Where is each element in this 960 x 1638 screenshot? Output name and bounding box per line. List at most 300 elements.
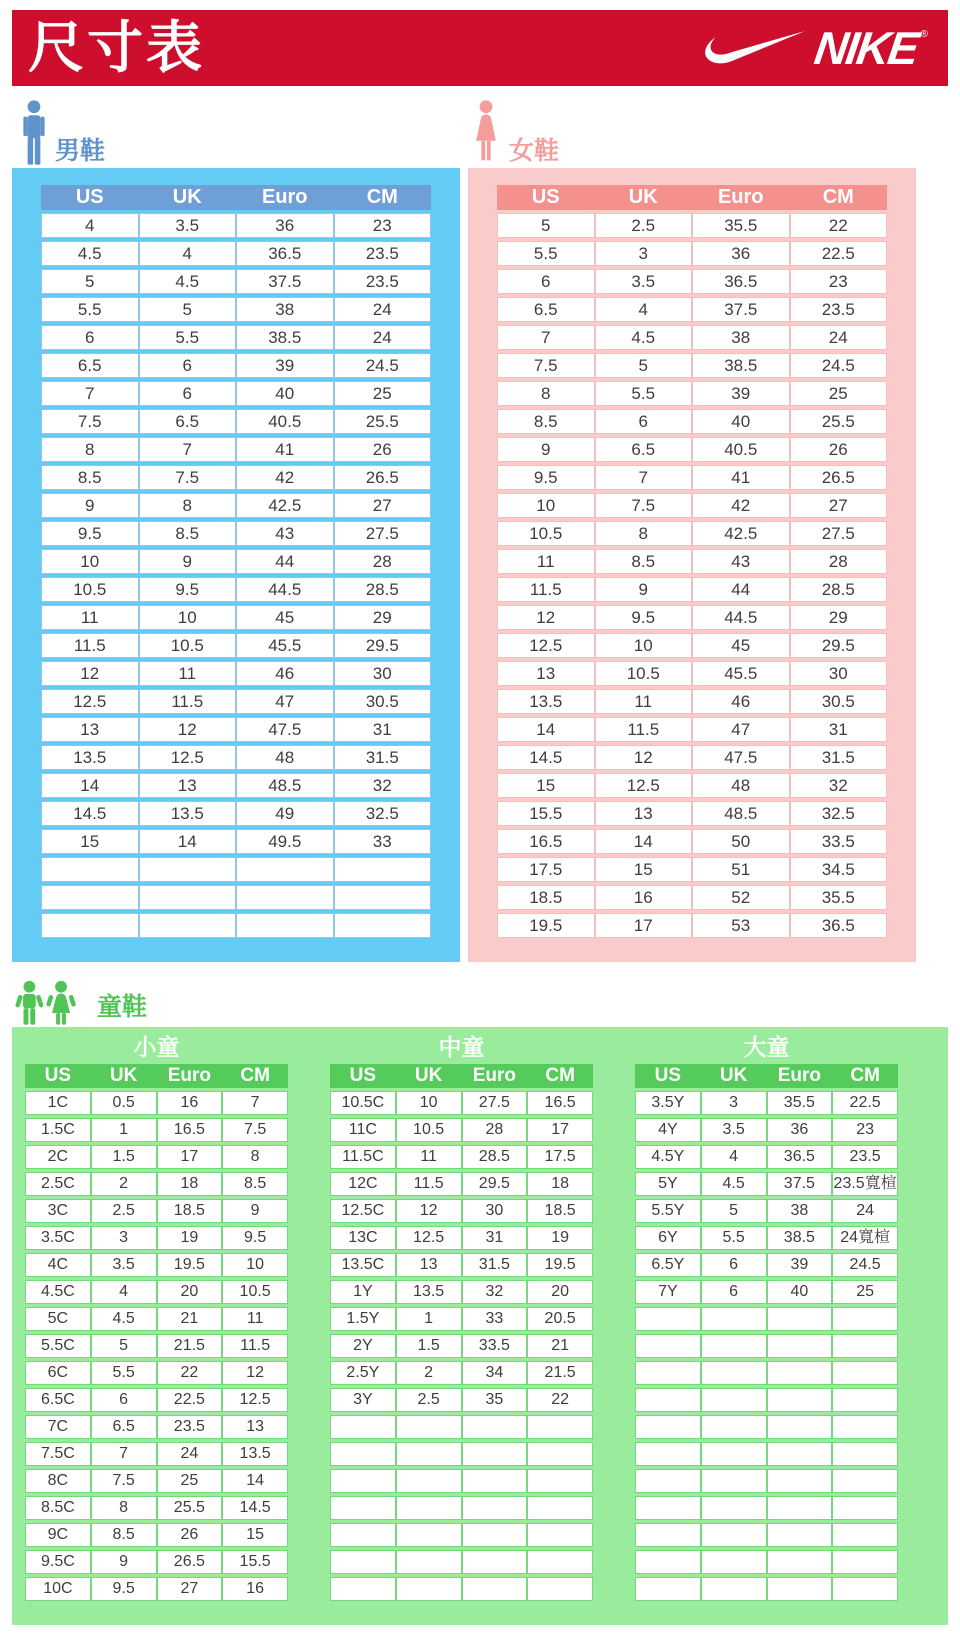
size-cell: 17 bbox=[157, 1145, 223, 1169]
size-cell: 33 bbox=[334, 829, 432, 854]
kids-medium-column bbox=[330, 1033, 593, 1604]
size-cell: 20 bbox=[527, 1280, 593, 1304]
size-cell: 8.5 bbox=[41, 465, 139, 490]
size-cell bbox=[236, 913, 334, 938]
size-cell: 38 bbox=[236, 297, 334, 322]
kids-medium-title: 中童 bbox=[438, 1034, 485, 1060]
size-cell: 5.5 bbox=[701, 1226, 767, 1250]
size-cell: 38.5 bbox=[236, 325, 334, 350]
size-cell bbox=[701, 1307, 767, 1331]
table-row bbox=[25, 1091, 288, 1115]
table-row bbox=[330, 1415, 593, 1439]
size-cell: 46 bbox=[692, 689, 790, 714]
size-cell: 24 bbox=[790, 325, 888, 350]
size-cell: 11.5 bbox=[595, 717, 693, 742]
size-cell: 14 bbox=[139, 829, 237, 854]
table-row bbox=[41, 913, 431, 938]
size-cell: 17 bbox=[527, 1118, 593, 1142]
size-cell: 41 bbox=[236, 437, 334, 462]
size-cell: 2 bbox=[396, 1361, 462, 1385]
size-cell: 28.5 bbox=[790, 577, 888, 602]
size-cell: 32 bbox=[334, 773, 432, 798]
size-cell bbox=[462, 1415, 528, 1439]
size-cell: 40 bbox=[692, 409, 790, 434]
table-row bbox=[497, 717, 887, 742]
size-cell: 5.5 bbox=[139, 325, 237, 350]
size-cell: 14.5 bbox=[497, 745, 595, 770]
size-cell: 22 bbox=[527, 1388, 593, 1412]
size-cell bbox=[330, 1523, 396, 1547]
size-cell: 28 bbox=[334, 549, 432, 574]
table-row bbox=[25, 1118, 288, 1142]
table-row bbox=[635, 1199, 898, 1223]
table-row bbox=[41, 549, 431, 574]
size-cell: 8.5C bbox=[25, 1496, 91, 1520]
size-cell: 6 bbox=[41, 325, 139, 350]
size-cell: 29.5 bbox=[790, 633, 888, 658]
size-cell: 26.5 bbox=[334, 465, 432, 490]
size-cell: 33.5 bbox=[462, 1334, 528, 1358]
size-cell: 17.5 bbox=[527, 1145, 593, 1169]
page-title: 尺寸表 bbox=[28, 16, 205, 79]
size-cell bbox=[767, 1361, 833, 1385]
size-cell bbox=[701, 1496, 767, 1520]
size-cell: 27.5 bbox=[790, 521, 888, 546]
size-cell: 11C bbox=[330, 1118, 396, 1142]
size-cell: 9.5 bbox=[222, 1226, 288, 1250]
size-cell: 37.5 bbox=[767, 1172, 833, 1196]
size-cell: 7.5 bbox=[41, 409, 139, 434]
column-header: CM bbox=[334, 185, 432, 210]
size-cell: 3C bbox=[25, 1199, 91, 1223]
size-cell: 30.5 bbox=[790, 689, 888, 714]
kids-big-title: 大童 bbox=[743, 1034, 790, 1060]
size-cell: 10.5 bbox=[139, 633, 237, 658]
size-cell: 5 bbox=[41, 269, 139, 294]
table-row bbox=[497, 297, 887, 322]
size-cell: 9 bbox=[41, 493, 139, 518]
size-cell: 21 bbox=[527, 1334, 593, 1358]
table-row bbox=[330, 1577, 593, 1601]
table-row bbox=[25, 1172, 288, 1196]
size-cell: 40.5 bbox=[692, 437, 790, 462]
size-cell: 19 bbox=[157, 1226, 223, 1250]
size-cell: 28.5 bbox=[462, 1145, 528, 1169]
size-cell: 13 bbox=[396, 1253, 462, 1277]
table-row bbox=[330, 1334, 593, 1358]
size-cell: 12 bbox=[222, 1361, 288, 1385]
table-row bbox=[330, 1469, 593, 1493]
size-cell: 23.5 bbox=[790, 297, 888, 322]
size-cell: 5Y bbox=[635, 1172, 701, 1196]
size-cell: 15.5 bbox=[222, 1550, 288, 1574]
size-cell: 0.5 bbox=[91, 1091, 157, 1115]
size-cell bbox=[330, 1550, 396, 1574]
size-cell bbox=[635, 1307, 701, 1331]
size-cell: 35.5 bbox=[790, 885, 888, 910]
size-cell: 22 bbox=[157, 1361, 223, 1385]
size-cell: 26.5 bbox=[157, 1550, 223, 1574]
size-cell bbox=[139, 857, 237, 882]
women-section-label bbox=[470, 98, 559, 168]
table-row bbox=[497, 801, 887, 826]
size-cell: 19.5 bbox=[157, 1253, 223, 1277]
size-cell bbox=[396, 1415, 462, 1439]
size-cell bbox=[832, 1496, 898, 1520]
size-cell: 2.5C bbox=[25, 1172, 91, 1196]
size-cell: 3 bbox=[701, 1091, 767, 1115]
size-cell: 13.5 bbox=[139, 801, 237, 826]
size-cell: 3 bbox=[91, 1226, 157, 1250]
table-row bbox=[25, 1469, 288, 1493]
size-cell: 20 bbox=[157, 1280, 223, 1304]
table-row bbox=[497, 409, 887, 434]
size-cell bbox=[701, 1577, 767, 1601]
size-cell: 12.5 bbox=[396, 1226, 462, 1250]
table-row bbox=[497, 829, 887, 854]
table-row bbox=[330, 1280, 593, 1304]
size-cell: 8 bbox=[595, 521, 693, 546]
size-cell: 16 bbox=[157, 1091, 223, 1115]
size-cell: 31 bbox=[462, 1226, 528, 1250]
size-cell: 3 bbox=[595, 241, 693, 266]
size-cell: 32 bbox=[462, 1280, 528, 1304]
size-cell bbox=[396, 1550, 462, 1574]
table-row bbox=[635, 1442, 898, 1466]
size-cell: 47 bbox=[692, 717, 790, 742]
table-row bbox=[41, 493, 431, 518]
size-cell: 5 bbox=[595, 353, 693, 378]
size-cell: 13 bbox=[497, 661, 595, 686]
table-row bbox=[497, 885, 887, 910]
size-cell bbox=[832, 1334, 898, 1358]
size-cell: 25 bbox=[832, 1280, 898, 1304]
size-cell: 1Y bbox=[330, 1280, 396, 1304]
table-row bbox=[330, 1226, 593, 1250]
size-cell: 9.5 bbox=[139, 577, 237, 602]
size-cell: 6 bbox=[139, 381, 237, 406]
size-cell bbox=[701, 1523, 767, 1547]
size-cell: 1 bbox=[91, 1118, 157, 1142]
size-cell: 28.5 bbox=[334, 577, 432, 602]
size-cell: 42 bbox=[236, 465, 334, 490]
size-cell bbox=[462, 1550, 528, 1574]
header-row bbox=[497, 185, 887, 210]
size-cell: 10.5 bbox=[595, 661, 693, 686]
size-cell: 12 bbox=[41, 661, 139, 686]
table-row bbox=[497, 493, 887, 518]
table-row bbox=[497, 269, 887, 294]
size-cell: 14.5 bbox=[41, 801, 139, 826]
size-cell: 6Y bbox=[635, 1226, 701, 1250]
table-row bbox=[330, 1091, 593, 1115]
size-cell bbox=[832, 1388, 898, 1412]
size-cell: 10.5 bbox=[497, 521, 595, 546]
table-row bbox=[635, 1469, 898, 1493]
size-cell: 18.5 bbox=[527, 1199, 593, 1223]
size-cell: 25.5 bbox=[157, 1496, 223, 1520]
size-cell: 42.5 bbox=[692, 521, 790, 546]
header-row bbox=[41, 185, 431, 210]
kids-small-column bbox=[25, 1033, 288, 1604]
table-row bbox=[25, 1577, 288, 1601]
size-cell bbox=[41, 913, 139, 938]
header-banner bbox=[12, 10, 948, 86]
table-row bbox=[635, 1415, 898, 1439]
size-cell: 13.5C bbox=[330, 1253, 396, 1277]
size-cell: 22.5 bbox=[157, 1388, 223, 1412]
size-cell: 10 bbox=[222, 1253, 288, 1277]
size-cell: 35 bbox=[462, 1388, 528, 1412]
size-cell: 4.5 bbox=[139, 269, 237, 294]
kids-size-panel bbox=[12, 1027, 948, 1625]
size-cell: 21.5 bbox=[527, 1361, 593, 1385]
size-cell: 15.5 bbox=[497, 801, 595, 826]
table-row bbox=[497, 605, 887, 630]
size-cell: 6.5 bbox=[139, 409, 237, 434]
size-cell: 4 bbox=[91, 1280, 157, 1304]
size-cell: 9.5 bbox=[41, 521, 139, 546]
size-cell bbox=[635, 1415, 701, 1439]
size-cell bbox=[832, 1415, 898, 1439]
size-cell: 31.5 bbox=[462, 1253, 528, 1277]
size-cell: 11.5 bbox=[41, 633, 139, 658]
table-row bbox=[635, 1577, 898, 1601]
table-row bbox=[25, 1523, 288, 1547]
table-row bbox=[41, 633, 431, 658]
size-cell bbox=[767, 1334, 833, 1358]
table-row bbox=[41, 689, 431, 714]
size-cell bbox=[334, 913, 432, 938]
size-cell: 6.5 bbox=[497, 297, 595, 322]
size-cell: 6.5Y bbox=[635, 1253, 701, 1277]
size-cell: 8.5 bbox=[595, 549, 693, 574]
women-label-text: 女鞋 bbox=[509, 137, 560, 165]
size-cell bbox=[139, 913, 237, 938]
size-cell: 45 bbox=[236, 605, 334, 630]
size-cell: 6 bbox=[497, 269, 595, 294]
table-row bbox=[25, 1253, 288, 1277]
size-cell: 36.5 bbox=[790, 913, 888, 938]
size-cell: 40 bbox=[767, 1280, 833, 1304]
size-cell bbox=[462, 1442, 528, 1466]
size-cell: 12C bbox=[330, 1172, 396, 1196]
size-cell bbox=[832, 1307, 898, 1331]
column-header: US bbox=[25, 1064, 91, 1088]
size-cell: 4.5C bbox=[25, 1280, 91, 1304]
size-cell: 1.5C bbox=[25, 1118, 91, 1142]
table-row bbox=[41, 437, 431, 462]
size-cell bbox=[767, 1415, 833, 1439]
size-cell: 31 bbox=[334, 717, 432, 742]
size-cell: 38.5 bbox=[692, 353, 790, 378]
nike-swoosh-icon bbox=[703, 29, 807, 67]
table-row bbox=[497, 577, 887, 602]
size-cell: 11.5 bbox=[396, 1172, 462, 1196]
size-cell: 48 bbox=[236, 745, 334, 770]
size-cell: 6 bbox=[91, 1388, 157, 1412]
table-row bbox=[497, 521, 887, 546]
size-cell: 28 bbox=[790, 549, 888, 574]
size-cell: 18 bbox=[157, 1172, 223, 1196]
size-cell: 24.5 bbox=[832, 1253, 898, 1277]
size-cell: 11 bbox=[222, 1307, 288, 1331]
size-cell: 39 bbox=[767, 1253, 833, 1277]
children-icon bbox=[14, 980, 90, 1026]
kids-small-title: 小童 bbox=[133, 1034, 180, 1060]
table-row bbox=[41, 801, 431, 826]
table-row bbox=[25, 1199, 288, 1223]
size-cell bbox=[396, 1469, 462, 1493]
table-row bbox=[41, 521, 431, 546]
size-cell: 9 bbox=[497, 437, 595, 462]
size-cell bbox=[635, 1388, 701, 1412]
size-cell: 4.5 bbox=[701, 1172, 767, 1196]
registered-trademark: ® bbox=[920, 28, 928, 40]
size-cell: 45 bbox=[692, 633, 790, 658]
size-cell: 47.5 bbox=[236, 717, 334, 742]
table-row bbox=[41, 381, 431, 406]
table-row bbox=[497, 465, 887, 490]
table-row bbox=[41, 465, 431, 490]
table-row bbox=[635, 1361, 898, 1385]
size-cell: 13 bbox=[222, 1415, 288, 1439]
size-cell bbox=[139, 885, 237, 910]
size-cell: 3.5 bbox=[701, 1118, 767, 1142]
size-cell bbox=[832, 1550, 898, 1574]
size-cell: 9.5 bbox=[497, 465, 595, 490]
size-cell: 4Y bbox=[635, 1118, 701, 1142]
size-cell: 32.5 bbox=[334, 801, 432, 826]
men-size-table bbox=[41, 182, 431, 941]
size-cell: 7.5 bbox=[595, 493, 693, 518]
column-header: Euro bbox=[157, 1064, 223, 1088]
table-row bbox=[41, 717, 431, 742]
size-cell: 8 bbox=[91, 1496, 157, 1520]
size-cell bbox=[462, 1577, 528, 1601]
size-cell: 10 bbox=[41, 549, 139, 574]
size-cell bbox=[635, 1550, 701, 1574]
size-cell: 12 bbox=[139, 717, 237, 742]
table-row bbox=[41, 325, 431, 350]
table-row bbox=[635, 1145, 898, 1169]
size-cell: 7 bbox=[222, 1091, 288, 1115]
size-cell: 36 bbox=[767, 1118, 833, 1142]
size-cell: 25.5 bbox=[790, 409, 888, 434]
size-cell: 25.5 bbox=[334, 409, 432, 434]
table-row bbox=[497, 857, 887, 882]
size-cell: 4 bbox=[595, 297, 693, 322]
table-row bbox=[635, 1226, 898, 1250]
table-row bbox=[41, 605, 431, 630]
size-cell: 11 bbox=[595, 689, 693, 714]
size-cell: 47.5 bbox=[692, 745, 790, 770]
column-header: Euro bbox=[236, 185, 334, 210]
size-cell: 1 bbox=[396, 1307, 462, 1331]
size-cell bbox=[330, 1577, 396, 1601]
size-cell: 12 bbox=[396, 1199, 462, 1223]
size-cell: 20.5 bbox=[527, 1307, 593, 1331]
size-cell: 6 bbox=[595, 409, 693, 434]
size-cell: 23.5寬楦 bbox=[832, 1172, 898, 1196]
size-cell: 11.5 bbox=[139, 689, 237, 714]
size-cell bbox=[635, 1442, 701, 1466]
size-cell: 27 bbox=[334, 493, 432, 518]
size-cell: 5.5 bbox=[595, 381, 693, 406]
size-cell bbox=[832, 1361, 898, 1385]
size-cell bbox=[701, 1550, 767, 1574]
table-row bbox=[41, 241, 431, 266]
size-cell: 25 bbox=[790, 381, 888, 406]
size-cell: 9 bbox=[91, 1550, 157, 1574]
size-cell bbox=[635, 1496, 701, 1520]
size-cell: 14 bbox=[222, 1469, 288, 1493]
size-cell bbox=[767, 1550, 833, 1574]
size-cell: 7.5C bbox=[25, 1442, 91, 1466]
size-cell: 9.5C bbox=[25, 1550, 91, 1574]
size-cell: 37.5 bbox=[692, 297, 790, 322]
size-cell: 34.5 bbox=[790, 857, 888, 882]
size-cell: 3.5C bbox=[25, 1226, 91, 1250]
size-cell: 19 bbox=[527, 1226, 593, 1250]
table-row bbox=[497, 661, 887, 686]
size-cell bbox=[527, 1496, 593, 1520]
table-row bbox=[330, 1307, 593, 1331]
table-row bbox=[635, 1253, 898, 1277]
size-cell: 45.5 bbox=[236, 633, 334, 658]
size-cell: 6 bbox=[701, 1253, 767, 1277]
size-cell: 24 bbox=[157, 1442, 223, 1466]
size-cell: 23 bbox=[334, 213, 432, 238]
kids-section-label bbox=[14, 976, 147, 1026]
size-cell: 1.5 bbox=[91, 1145, 157, 1169]
size-cell: 10.5 bbox=[396, 1118, 462, 1142]
size-cell bbox=[701, 1388, 767, 1412]
size-cell: 36.5 bbox=[236, 241, 334, 266]
column-header: UK bbox=[139, 185, 237, 210]
size-cell: 22.5 bbox=[832, 1091, 898, 1115]
table-row bbox=[41, 857, 431, 882]
table-row bbox=[41, 213, 431, 238]
size-cell: 12.5 bbox=[41, 689, 139, 714]
size-cell bbox=[701, 1442, 767, 1466]
size-cell: 8.5 bbox=[222, 1172, 288, 1196]
table-row bbox=[25, 1388, 288, 1412]
table-row bbox=[497, 213, 887, 238]
size-cell: 4 bbox=[139, 241, 237, 266]
column-header: Euro bbox=[462, 1064, 528, 1088]
size-cell: 48.5 bbox=[692, 801, 790, 826]
size-cell: 7.5 bbox=[222, 1118, 288, 1142]
size-cell bbox=[396, 1523, 462, 1547]
size-cell: 5.5Y bbox=[635, 1199, 701, 1223]
size-cell: 13.5 bbox=[497, 689, 595, 714]
table-row bbox=[635, 1118, 898, 1142]
size-cell: 15 bbox=[595, 857, 693, 882]
size-cell: 9C bbox=[25, 1523, 91, 1547]
size-cell: 9 bbox=[139, 549, 237, 574]
size-cell: 19.5 bbox=[527, 1253, 593, 1277]
table-row bbox=[497, 353, 887, 378]
size-cell bbox=[236, 857, 334, 882]
size-cell: 5 bbox=[701, 1199, 767, 1223]
size-cell: 2.5 bbox=[595, 213, 693, 238]
size-cell: 2 bbox=[91, 1172, 157, 1196]
table-row bbox=[330, 1253, 593, 1277]
size-cell: 10C bbox=[25, 1577, 91, 1601]
table-row bbox=[330, 1145, 593, 1169]
table-row bbox=[635, 1388, 898, 1412]
